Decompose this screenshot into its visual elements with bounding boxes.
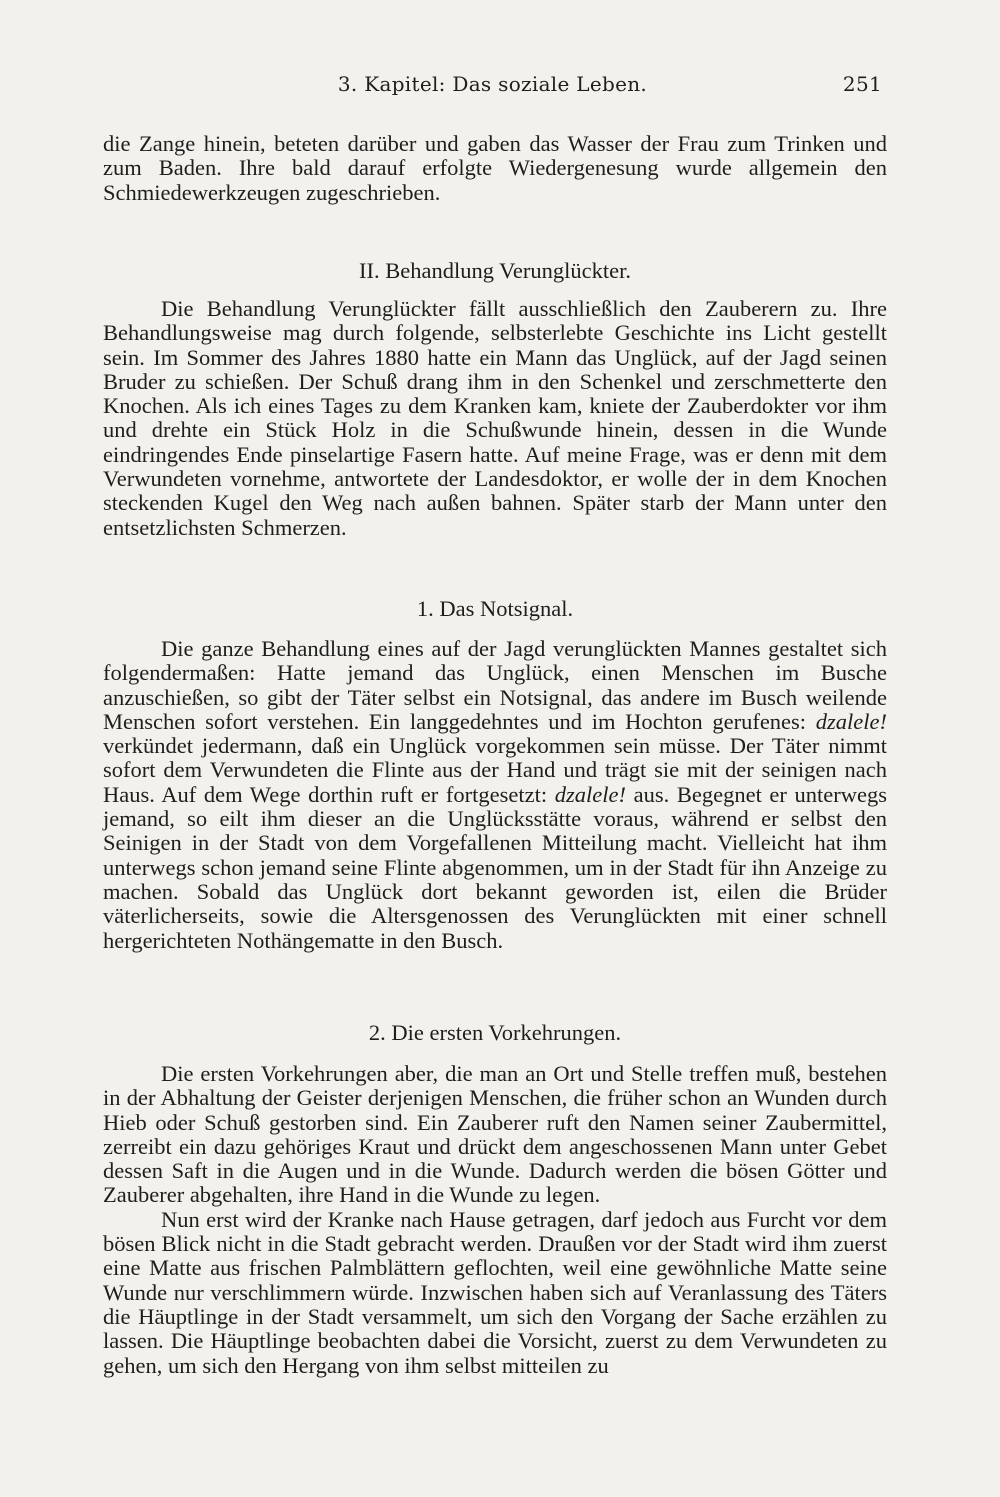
call-dzalele-2: dzalele!: [554, 781, 626, 807]
subsection-heading-notsignal: 1. Das Notsignal.: [416, 596, 574, 621]
call-dzalele-1: dzalele!: [815, 708, 887, 734]
subsection-heading-vorkehrungen: 2. Die ersten Vorkehrungen.: [368, 1020, 622, 1045]
notsignal-paragraph: [103, 637, 887, 953]
page-number: 251: [842, 72, 882, 96]
notsignal-text-part-2: verkündet jedermann, daß ein Unglück vorgekommen sein müsse. Der Täter nimmt sofort dem Verwundeten die Flinte aus der Hand und trägt sie mit der seinigen nach Haus. Auf dem Wege dorthin ruft er fortgesetzt:: [103, 733, 887, 807]
subsection-notsignal-body: [103, 637, 887, 953]
vorkehrungen-paragraph-2: Nun erst wird der Kranke nach Hause getragen, darf jedoch aus Furcht vor dem bösen Blick nicht in die Stadt gebracht werden. Draußen vor der Stadt wird ihm zuerst eine Matte aus frischen Palmblättern geflochten, weil eine gewöhnliche Matte seine Wunde nur verschlimmern würde. Inzwischen haben sich auf Veranlassung des Täters die Häuptlinge in der Stadt versammelt, um sich den Vorgang der Sache erzählen zu lassen. Die Häuptlinge beobachten dabei die Vorsicht, zuerst zu dem Verwundeten zu gehen, um sich den Hergang von ihm selbst mitteilen zu: [103, 1206, 887, 1378]
section-behandlung-paragraph: Die Behandlung Verunglückter fällt ausschließlich den Zauberern zu. Ihre Behandlungsweise mag durch folgende, selbsterlebte Geschichte ins Licht gestellt sein. Im Sommer des Jahres 1880 hatte ein Mann das Unglück, auf der Jagd seinen Bruder zu schießen. Der Schuß drang ihm in den Schenkel und zerschmetterte den Knochen. Als ich eines Tages zu dem Kranken kam, kniete der Zauberdokter vor ihm und drehte ein Stück Holz in die Schußwunde hinein, dessen in die Wunde eindringendes Ende pinselartige Fasern hatte. Auf meine Frage, was er denn mit dem Verwundeten vornehme, antwortete der Landesdoktor, er wolle der in dem Knochen steckenden Kugel den Weg nach außen bahnen. Später starb der Mann unter den entsetzlichsten Schmerzen.: [103, 296, 887, 540]
continuation-block: [103, 132, 887, 205]
notsignal-text-part-1: Die ganze Behandlung eines auf der Jagd verunglückten Mannes gestaltet sich folgendermaßen: Hatte jemand das Unglück, einen Menschen im Busche anzuschießen, so gibt der Täter selbst ein Notsignal, das andere im Busch weilende Menschen sofort verstehen. Ein langgedehntes und im Hochton gerufenes:: [103, 636, 887, 734]
section-heading-behandlung: II. Behandlung Verunglückter.: [358, 258, 632, 283]
continuation-paragraph: die Zange hinein, beteten darüber und gaben das Wasser der Frau zum Trinken und zum Baden. Ihre bald darauf erfolgte Wiedergenesung wurde allgemein den Schmiedewerkzeugen zugeschrieben.: [103, 131, 887, 205]
vorkehrungen-paragraph-1: Die ersten Vorkehrungen aber, die man an Ort und Stelle treffen muß, bestehen in der Abhaltung der Geister derjenigen Menschen, die früher schon an Wunden durch Hieb oder Schuß gestorben sind. Ein Zauberer ruft den Namen seiner Zaubermittel, zerreibt ein dazu gehöriges Kraut und drückt dem angeschossenen Mann unter Gebet dessen Saft in die Augen und in die Wunde. Dadurch werden die bösen Götter und Zauberer abgehalten, ihre Hand in die Wunde zu legen.: [103, 1061, 887, 1208]
section-behandlung-body: [103, 297, 887, 540]
notsignal-text-part-3: aus. Begegnet er unterwegs jemand, so eilt ihm dieser an die Unglücksstätte voraus, während er selbst den Seinigen in der Stadt von dem Vorgefallenen Mitteilung macht. Vielleicht hat ihm unterwegs schon jemand seine Flinte abgenommen, um in der Stadt für ihn Anzeige zu machen. Sobald das Unglück dort bekannt geworden ist, eilen die Brüder väterlicherseits, sowie die Altersgenossen des Verunglückten mit einer schnell hergerichteten Nothängematte in den Busch.: [103, 781, 888, 953]
running-title: 3. Kapitel: Das soziale Leben.: [337, 72, 648, 96]
subsection-vorkehrungen-body: [103, 1062, 887, 1378]
page-header: [103, 72, 882, 108]
